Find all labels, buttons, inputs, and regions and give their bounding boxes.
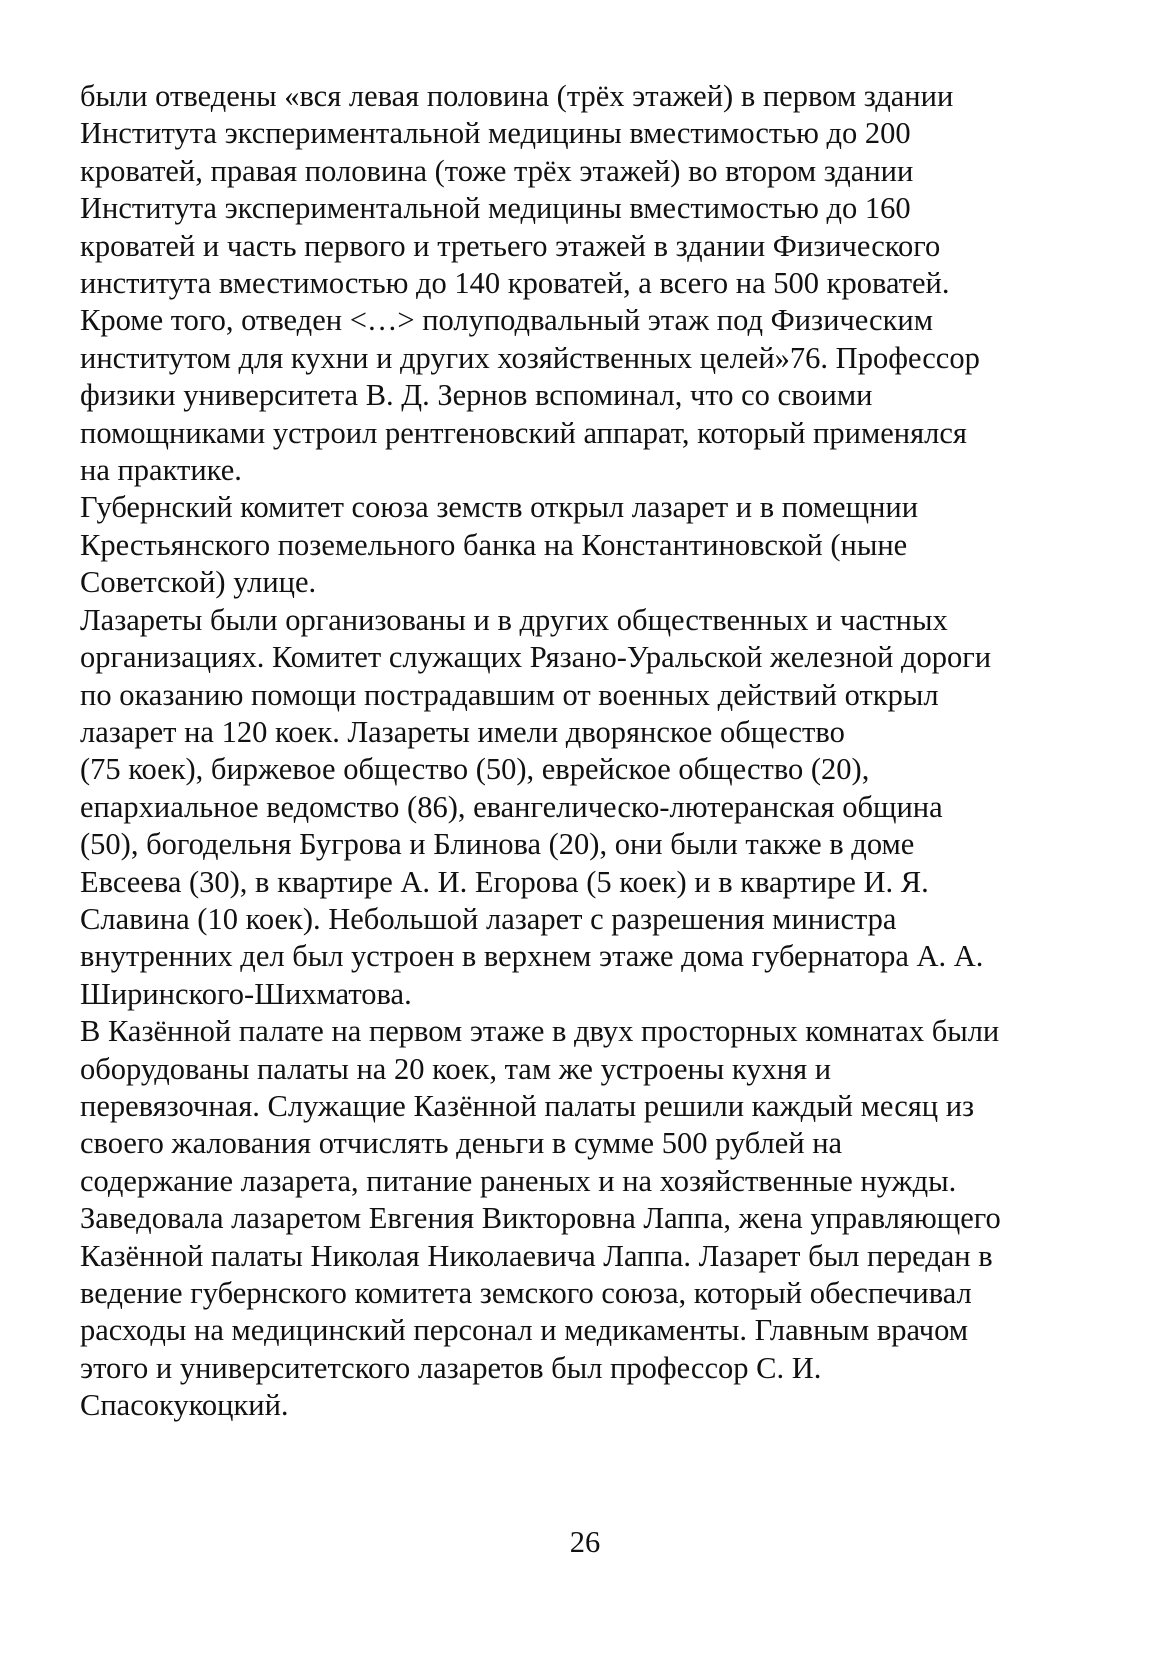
text-line: ведение губернского комитета земского союза, который обеспечивал: [80, 1276, 972, 1310]
text-line: своего жалования отчислять деньги в сумме 500 рублей на: [80, 1126, 843, 1161]
text-line: Славина (10 коек). Небольшой лазарет с разрешения министра: [80, 901, 897, 936]
text-line: Лазареты были организованы и в других общественных и частных: [80, 602, 948, 637]
text-line: кроватей и часть первого и третьего этажей в здании Физического: [80, 228, 941, 263]
text-line: помощниками устроил рентгеновский аппарат, который применялся: [80, 415, 967, 450]
text-line: оборудованы палаты на 20 коек, там же устроены кухня и: [80, 1051, 832, 1086]
text-line: физики университета В. Д. Зернов вспоминал, что со своими: [80, 378, 873, 413]
text-line: по оказанию помощи пострадавшим от военных действий открыл: [80, 677, 939, 712]
text-line: Советской) улице.: [80, 565, 317, 600]
text-line: внутренних дел был устроен в верхнем этаже дома губернатора А. А.: [80, 939, 984, 974]
paragraph-2: [80, 489, 1110, 601]
body-text: [80, 78, 1110, 1425]
text-line: расходы на медицинский персонал и медикаменты. Главным врачом: [80, 1313, 969, 1348]
text-line: институтом для кухни и других хозяйственных целей»76. Профессор: [80, 340, 980, 375]
text-line: Спасокукоцкий.: [80, 1388, 289, 1423]
text-line: содержание лазарета, питание раненых и на хозяйственные нужды.: [80, 1163, 957, 1198]
paragraph-1: [80, 78, 1110, 489]
text-line: Института экспериментальной медицины вместимостью до 160: [80, 191, 911, 226]
text-line: лазарет на 120 коек. Лазареты имели дворянское общество: [80, 714, 845, 749]
text-line: Заведовала лазаретом Евгения Викторовна Лаппа, жена управляющего: [80, 1201, 1001, 1236]
text-line: епархиальное ведомство (86), евангелическо-лютеранская община: [80, 789, 943, 824]
text-line: Казённой палаты Николая Николаевича Лаппа. Лазарет был передан в: [80, 1238, 993, 1273]
text-line: были отведены «вся левая половина (трёх этажей) в первом здании: [80, 79, 954, 113]
text-line: кроватей, правая половина (тоже трёх этажей) во втором здании: [80, 153, 914, 188]
paragraph-3: [80, 602, 1110, 1013]
text-line: Кроме того, отведен <…> полуподвальный этаж под Физическим: [80, 303, 934, 338]
paragraph-4: [80, 1013, 1110, 1424]
text-line: Губернский комитет союза земств открыл лазарет и в помещнии: [80, 490, 919, 525]
text-line: (50), богодельня Бугрова и Блинова (20), они были также в доме: [80, 827, 915, 862]
text-line: Ширинского-Шихматова.: [80, 976, 412, 1011]
text-line: организациях. Комитет служащих Рязано-Уральской железной дороги: [80, 640, 992, 675]
text-line: института вместимостью до 140 кроватей, а всего на 500 кроватей.: [80, 266, 950, 301]
text-line: на практике.: [80, 453, 242, 488]
text-line: Института экспериментальной медицины вместимостью до 200: [80, 116, 911, 151]
text-line: перевязочная. Служащие Казённой палаты решили каждый месяц из: [80, 1088, 975, 1123]
text-line: Крестьянского поземельного банка на Константиновской (ныне: [80, 527, 908, 562]
page-number: 26: [569, 1525, 601, 1559]
text-line: В Казённой палате на первом этаже в двух просторных комнатах были: [80, 1014, 1000, 1049]
text-line: Евсеева (30), в квартире А. И. Егорова (5 коек) и в квартире И. Я.: [80, 864, 929, 899]
text-line: этого и университетского лазаретов был профессор С. И.: [80, 1350, 822, 1385]
text-line: (75 коек), биржевое общество (50), еврейское общество (20),: [80, 752, 870, 787]
